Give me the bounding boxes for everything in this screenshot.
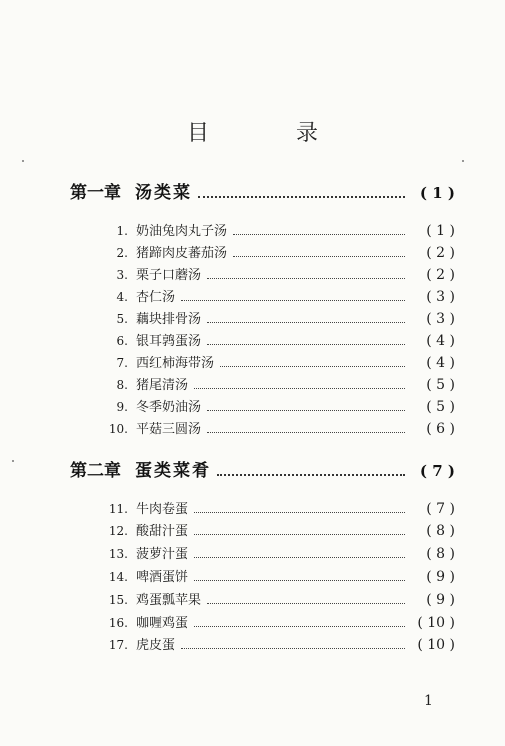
dot-leader [207, 344, 405, 345]
dot-leader [194, 512, 405, 513]
toc-entry [98, 220, 455, 240]
entry-page-ref: ( 8 ) [426, 523, 455, 539]
entry-page-ref: ( 5 ) [426, 377, 455, 393]
dot-leader [207, 603, 405, 604]
entry-title: 猪蹄肉皮蕃茄汤 [136, 246, 228, 261]
toc-entry [98, 543, 455, 563]
chapter-number: 第一章 [70, 183, 121, 203]
dot-leader [198, 196, 405, 198]
toc-entry [98, 396, 455, 416]
toc-entry [98, 418, 455, 438]
dot-leader [207, 278, 405, 279]
entry-page-ref: ( 9 ) [426, 569, 455, 585]
dot-leader [207, 432, 405, 433]
entry-title: 冬季奶油汤 [136, 400, 202, 415]
entry-page-ref: ( 1 ) [426, 223, 455, 239]
entry-page-ref: ( 10 ) [417, 637, 455, 653]
entry-title: 栗子口蘑汤 [136, 268, 202, 283]
entry-page-ref: ( 9 ) [426, 592, 455, 608]
entry-title: 奶油兔肉丸子汤 [136, 224, 228, 239]
entry-page-ref: ( 5 ) [426, 399, 455, 415]
entry-title: 猪尾清汤 [136, 378, 189, 393]
entry-index: 3. [116, 268, 128, 282]
entry-index: 15. [108, 593, 128, 607]
entry-page-ref: ( 6 ) [426, 421, 455, 437]
dot-leader [220, 366, 405, 367]
chapter-number: 第二章 [70, 461, 121, 481]
toc-entry [98, 264, 455, 284]
toc-entry [98, 308, 455, 328]
entry-title: 酸甜汁蛋 [136, 524, 189, 539]
toc-entry [98, 352, 455, 372]
entry-page-ref: ( 7 ) [426, 501, 455, 517]
toc-entry [98, 520, 455, 540]
entry-index: 11. [108, 502, 128, 516]
entry-index: 5. [116, 312, 128, 326]
entry-page-ref: ( 2 ) [426, 267, 455, 283]
entry-title: 牛肉卷蛋 [136, 502, 189, 517]
entry-page-ref: ( 10 ) [417, 615, 455, 631]
entry-title: 菠萝汁蛋 [136, 547, 189, 562]
scan-speck [12, 460, 14, 462]
chapter-heading-2 [70, 456, 455, 480]
entry-title: 藕块排骨汤 [136, 312, 202, 327]
entry-title: 啤酒蛋饼 [136, 570, 189, 585]
entry-title: 杏仁汤 [136, 290, 176, 305]
scan-speck [462, 160, 464, 162]
dot-leader [181, 648, 405, 649]
entry-index: 8. [116, 378, 128, 392]
entry-index: 14. [108, 570, 128, 584]
chapter-name: 汤类菜 [135, 183, 192, 203]
entry-index: 7. [116, 356, 128, 370]
entry-index: 17. [108, 638, 128, 652]
dot-leader [194, 557, 405, 558]
entry-page-ref: ( 4 ) [426, 355, 455, 371]
dot-leader [207, 322, 405, 323]
chapter-name: 蛋类菜肴 [135, 461, 211, 481]
scan-speck [22, 160, 24, 162]
entry-page-ref: ( 8 ) [426, 546, 455, 562]
entry-page-ref: ( 3 ) [426, 289, 455, 305]
dot-leader [217, 474, 405, 476]
chapter-page-ref: ( 1 ) [419, 184, 455, 202]
entry-index: 1. [116, 224, 128, 238]
entry-page-ref: ( 3 ) [426, 311, 455, 327]
entry-index: 2. [116, 246, 128, 260]
dot-leader [233, 234, 405, 235]
entry-index: 16. [108, 616, 128, 630]
entry-index: 12. [108, 524, 128, 538]
entry-page-ref: ( 2 ) [426, 245, 455, 261]
entry-title: 平菇三圆汤 [136, 422, 202, 437]
entry-title: 鸡蛋瓢苹果 [136, 593, 202, 608]
entry-index: 6. [116, 334, 128, 348]
dot-leader [194, 534, 405, 535]
toc-entry [98, 498, 455, 518]
dot-leader [194, 626, 405, 627]
chapter-heading-1 [70, 178, 455, 202]
entry-title: 银耳鹑蛋汤 [136, 334, 202, 349]
entry-title: 虎皮蛋 [136, 638, 176, 653]
toc-entry [98, 634, 455, 654]
toc-entry [98, 589, 455, 609]
entry-title: 咖喱鸡蛋 [136, 616, 189, 631]
chapter-page-ref: ( 7 ) [419, 462, 455, 480]
dot-leader [181, 300, 405, 301]
entry-index: 10. [108, 422, 128, 436]
page-number: 1 [424, 693, 433, 709]
toc-entry [98, 374, 455, 394]
dot-leader [207, 410, 405, 411]
toc-entry [98, 286, 455, 306]
dot-leader [194, 388, 405, 389]
dot-leader [233, 256, 405, 257]
entry-index: 13. [108, 547, 128, 561]
entry-page-ref: ( 4 ) [426, 333, 455, 349]
entry-index: 9. [116, 400, 128, 414]
entry-title: 西红柿海带汤 [136, 356, 215, 371]
toc-entry [98, 330, 455, 350]
toc-entry [98, 566, 455, 586]
toc-entry [98, 242, 455, 262]
toc-entry [98, 612, 455, 632]
dot-leader [194, 580, 405, 581]
page-title: 目 录 [187, 121, 358, 146]
entry-index: 4. [116, 290, 128, 304]
